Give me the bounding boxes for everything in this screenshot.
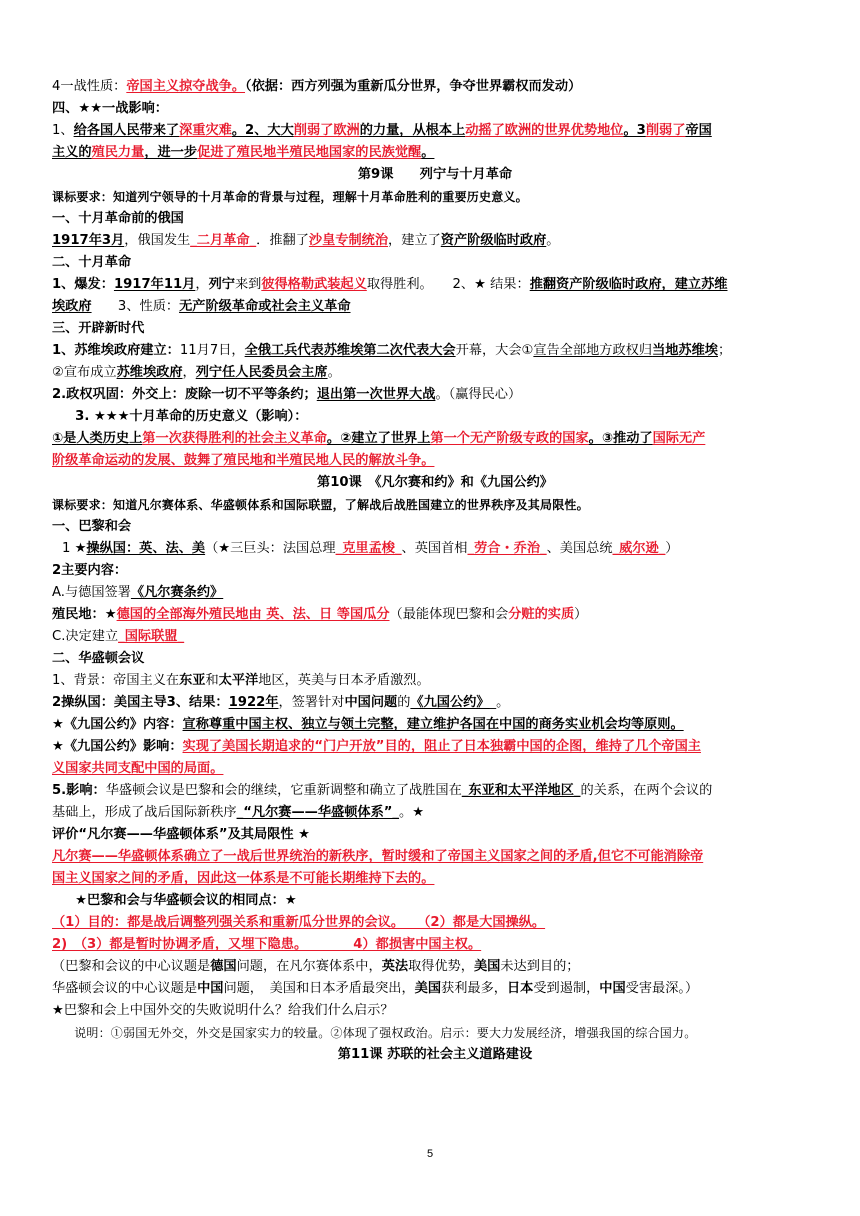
text-segment: 。	[327, 365, 341, 380]
text-segment: 推翻资产阶级临时政府，建立苏维	[529, 277, 728, 292]
text-segment: ；	[718, 343, 732, 358]
text-segment: 。3	[623, 123, 646, 138]
text-segment: 中国问题	[344, 695, 398, 710]
text-segment: 一、巴黎和会	[52, 519, 132, 534]
text-line	[52, 340, 818, 362]
text-segment: 2操纵国：美国主导3、结果：	[52, 695, 229, 710]
text-line	[52, 604, 818, 626]
text-segment: _。	[489, 695, 510, 710]
text-segment: ①是	[52, 431, 77, 446]
text-line	[52, 868, 818, 890]
text-line	[52, 296, 818, 318]
text-segment: 埃政府	[52, 299, 92, 314]
text-line	[52, 252, 818, 274]
text-segment: 第9课 列宁与十月革命	[357, 167, 513, 182]
highlight-text: 德国的全部海外殖民地由 英、法、日 等国瓜分	[116, 607, 390, 622]
text-line	[52, 274, 818, 296]
text-segment: 宣告全部地方政权归	[533, 343, 653, 358]
text-segment: 和	[205, 673, 219, 688]
text-segment: （★三巨头：法国总理	[205, 541, 336, 556]
highlight-text: 彼得格勒武装起义	[261, 277, 367, 292]
text-segment: 开幕，大会①	[455, 343, 534, 358]
text-segment: 给各国人民带来了	[73, 123, 180, 138]
text-segment: 的力量，从根本上	[359, 123, 466, 138]
text-segment: 列宁任人民委员会主席	[195, 365, 328, 380]
text-segment: （巴黎和会议的中心议题是	[52, 959, 211, 974]
text-segment: 《九国公约》	[410, 695, 490, 710]
highlight-text: 分赃的实质	[508, 607, 575, 622]
text-segment: 问题， 美国和日本矛盾最突出，	[223, 981, 415, 996]
text-segment: 2.政权巩固：外交上：废除一切不平等条约；	[52, 387, 317, 402]
text-segment: 第11课 苏联的社会主义道路建设	[337, 1047, 533, 1062]
text-segment: 。	[421, 145, 435, 160]
text-segment: 1917年3月	[52, 233, 125, 248]
text-line	[52, 318, 818, 340]
text-segment: 说明：①弱国无外交，外交是国家实力的较量。②体现了强权政治。启示：要大力发展经济，增强我国的综合国力。	[62, 1026, 697, 1040]
text-segment: ）	[665, 541, 679, 556]
text-line	[52, 626, 818, 648]
highlight-text: _劳合・乔治_	[467, 541, 547, 556]
text-line	[52, 648, 818, 670]
highlight-text: 第一个无产阶级专政的国家	[430, 431, 589, 446]
text-line	[52, 824, 818, 846]
text-segment: 受害最深。）	[625, 981, 699, 996]
text-segment: 一、十月革命前的俄国	[52, 211, 184, 226]
text-segment: 无产阶级革命或社会主义革命	[179, 299, 351, 314]
text-line	[52, 956, 818, 978]
text-segment: 3. ★★★十月革命的历史意义（影响）：	[62, 409, 308, 424]
text-segment: 、英国首相	[401, 541, 468, 556]
text-segment: 苏维埃政府	[116, 365, 183, 380]
text-line	[52, 846, 818, 868]
text-line	[52, 714, 818, 736]
text-line	[52, 890, 818, 912]
document-body	[52, 76, 818, 1066]
text-line	[52, 76, 818, 98]
text-line	[52, 98, 818, 120]
highlight-text: 深重灾难	[179, 123, 232, 138]
text-line	[52, 186, 818, 208]
highlight-text: 削弱了欧洲	[293, 123, 360, 138]
text-line	[52, 912, 818, 934]
text-segment: ）	[574, 607, 588, 622]
text-segment: 1、苏维埃政府建立：	[52, 343, 180, 358]
text-segment: ，建立了	[388, 233, 441, 248]
text-segment: 中国	[599, 981, 626, 996]
highlight-text: 帝国主义掠夺战争。	[126, 79, 246, 94]
text-segment: 4一战性质：	[52, 79, 127, 94]
text-segment: 1、背景：	[52, 673, 114, 688]
text-line	[52, 560, 818, 582]
highlight-text: _二月革命_	[190, 233, 257, 248]
text-line	[52, 208, 818, 230]
text-segment: 获利最多，	[441, 981, 507, 996]
text-segment: 。③推动了	[588, 431, 653, 446]
text-line	[52, 978, 818, 1000]
text-line	[52, 802, 818, 824]
text-line	[52, 758, 818, 780]
text-segment: 的	[397, 695, 411, 710]
text-segment: ，	[182, 365, 196, 380]
highlight-text: 第一次获得胜利的社会主义革命	[142, 431, 327, 446]
text-segment: 全俄工兵代表苏维埃第二次代表大会	[244, 343, 456, 358]
text-segment: 操纵国：英、法、美	[86, 541, 206, 556]
text-line	[52, 736, 818, 758]
text-segment: ，进一步	[144, 145, 198, 160]
text-segment: 来到	[234, 277, 262, 292]
text-segment: 未达到目的；	[500, 959, 580, 974]
text-segment: 帝国主义在	[113, 673, 180, 688]
text-segment: 列宁	[208, 277, 235, 292]
text-segment: 三、开辟新时代	[52, 321, 145, 336]
highlight-text: _威尔逊_	[612, 541, 666, 556]
text-segment: 11月7日，	[179, 343, 245, 358]
text-segment: 太平洋	[218, 673, 259, 688]
text-segment: 东亚	[179, 673, 206, 688]
text-segment: 中国	[197, 981, 224, 996]
text-line	[52, 472, 818, 494]
text-segment: 问题，在凡尔赛体系中，	[236, 959, 382, 974]
text-segment: 英法	[381, 959, 409, 974]
text-segment: 德国	[210, 959, 237, 974]
text-segment: 殖民地：★	[52, 607, 117, 622]
text-segment: 1922年	[228, 695, 279, 710]
highlight-text: 国际无产	[652, 431, 706, 446]
text-segment: 。2、大大	[231, 123, 294, 138]
text-segment: 美国	[474, 959, 501, 974]
text-line	[52, 934, 818, 956]
text-segment: 取得胜利。 2、★ 结果：	[366, 277, 530, 292]
text-segment: 日本	[506, 981, 534, 996]
text-segment: 受到遏制，	[533, 981, 600, 996]
text-line	[52, 582, 818, 604]
text-line	[52, 450, 818, 472]
text-segment: 当地苏维埃	[652, 343, 718, 358]
text-segment: 。②建立了世界上	[326, 431, 431, 446]
text-segment: 1、爆发：	[52, 277, 114, 292]
text-line	[52, 362, 818, 384]
highlight-text: 削弱了	[645, 123, 686, 138]
text-segment: C.决定建立	[52, 629, 119, 644]
text-segment: ★《九国公约》影响：	[52, 739, 183, 754]
text-segment: 2主要内容：	[52, 563, 128, 578]
text-segment: 二、十月革命	[52, 255, 132, 270]
text-segment: 华盛顿会议的中心议题是	[52, 981, 198, 996]
text-segment: 基础上，形成了战后国际新秩序	[52, 805, 237, 820]
text-segment: ．推翻了	[256, 233, 309, 248]
text-segment: 1、	[52, 123, 74, 138]
page-number: 5	[426, 1148, 434, 1160]
text-segment: 资产阶级临时政府	[440, 233, 547, 248]
text-line	[52, 1000, 818, 1022]
text-segment: 四、★★一战影响：	[52, 101, 168, 116]
highlight-text: 实现了美国长期追求的“门户开放”目的，阻止了日本独霸中国的企图，维持了几个帝国主	[182, 739, 701, 754]
highlight-text: 2) （3）都是暂时协调矛盾，又埋下隐患。 4）都损害中国主权。	[52, 937, 482, 952]
highlight-text: 阶级革命运动的发展、鼓舞了殖民地和半殖民地人民的解放斗争。	[52, 453, 435, 468]
text-line	[52, 230, 818, 252]
text-segment: ★巴黎和会与华盛顿会议的相同点：★	[62, 893, 297, 908]
text-line	[52, 538, 818, 560]
text-segment: A.与德国签署	[52, 585, 131, 600]
text-segment: ，俄国发生	[124, 233, 191, 248]
text-line	[52, 406, 818, 428]
text-segment: 的关系，在两个会议的	[580, 783, 713, 798]
text-segment: 帝国	[685, 123, 712, 138]
text-segment: _东亚和太平洋地区_	[461, 783, 581, 798]
text-line	[52, 780, 818, 802]
text-segment: 评价“凡尔赛——华盛顿体系”及其局限性 ★	[52, 827, 310, 842]
text-line	[52, 428, 818, 450]
text-line	[52, 384, 818, 406]
text-segment: 美国	[414, 981, 442, 996]
text-segment: 5.影响：	[52, 783, 106, 798]
text-segment: 宣称尊重中国主权、独立与领土完整，建立维护各国在中国的商务实业机会均等原则。	[182, 717, 684, 732]
text-line	[52, 670, 818, 692]
text-line	[52, 120, 818, 142]
text-segment: 。★	[399, 805, 425, 820]
text-segment: 人类历史上	[76, 431, 143, 446]
text-segment: ，	[195, 277, 209, 292]
highlight-text: 殖民力量	[91, 145, 145, 160]
text-segment: （最能体现巴黎和会	[389, 607, 509, 622]
text-segment: ★《九国公约》内容：	[52, 717, 183, 732]
highlight-text: 凡尔赛——华盛顿体系确立了一战后世界统治的新秩序，暂时缓和了帝国主义国家之间的矛盾,但它不可能消除帝	[52, 849, 704, 864]
text-line	[52, 516, 818, 538]
highlight-text: _国际联盟_	[118, 629, 185, 644]
highlight-text: 沙皇专制统治	[308, 233, 389, 248]
text-segment: 地区，英美与日本矛盾激烈。	[258, 673, 430, 688]
text-segment: （依据：西方列强为重新瓜分世界，争夺世界霸权而发动）	[245, 79, 582, 94]
text-segment: 3、性质：	[91, 299, 180, 314]
text-segment: 《凡尔赛条约》	[130, 585, 224, 600]
highlight-text: _克里孟梭_	[335, 541, 402, 556]
highlight-text: 国主义国家之间的矛盾，因此这一体系是不可能长期维持下去的。	[52, 871, 435, 886]
text-segment: 课标要求：知道列宁领导的十月革命的背景与过程，理解十月革命胜利的重要历史意义。	[52, 190, 528, 204]
highlight-text: 促进了殖民地半殖民地国家的民族觉醒	[197, 145, 422, 160]
text-line	[52, 1044, 818, 1066]
text-segment: 1917年11月	[113, 277, 196, 292]
text-line	[52, 494, 818, 516]
highlight-text: 动摇了欧洲的世界优势地位	[465, 123, 624, 138]
text-segment: ★巴黎和会上中国外交的失败说明什么？给我们什么启示？	[52, 1003, 394, 1018]
text-line	[52, 164, 818, 186]
text-line	[52, 1022, 818, 1044]
text-segment: ，签署针对	[278, 695, 345, 710]
text-segment: 取得优势，	[408, 959, 474, 974]
text-segment: 。	[546, 233, 560, 248]
text-segment: 主义的	[52, 145, 92, 160]
highlight-text: （1）目的：都是战后调整列强关系和重新瓜分世界的会议。 （2）都是大国操纵。	[52, 915, 546, 930]
text-segment: _“凡尔赛——华盛顿体系”_	[236, 805, 400, 820]
text-line	[52, 142, 818, 164]
highlight-text: 义国家共同支配中国的局面。	[52, 761, 224, 776]
text-segment: 第10课 《凡尔赛和约》和《九国公约》	[317, 475, 553, 490]
text-segment: 1 ★	[62, 541, 87, 556]
text-segment: 、美国总统	[546, 541, 613, 556]
text-segment: ②宣布成立	[52, 365, 117, 380]
text-segment: 课标要求：知道凡尔赛体系、华盛顿体系和国际联盟，了解战后战胜国建立的世界秩序及其局限性。	[52, 498, 589, 512]
text-segment: 二、华盛顿会议	[52, 651, 145, 666]
text-line	[52, 692, 818, 714]
text-segment: 。（赢得民心）	[435, 387, 522, 402]
text-segment: 华盛顿会议是巴黎和会的继续，它重新调整和确立了战胜国在	[105, 783, 462, 798]
text-segment: 退出第一次世界大战	[316, 387, 436, 402]
